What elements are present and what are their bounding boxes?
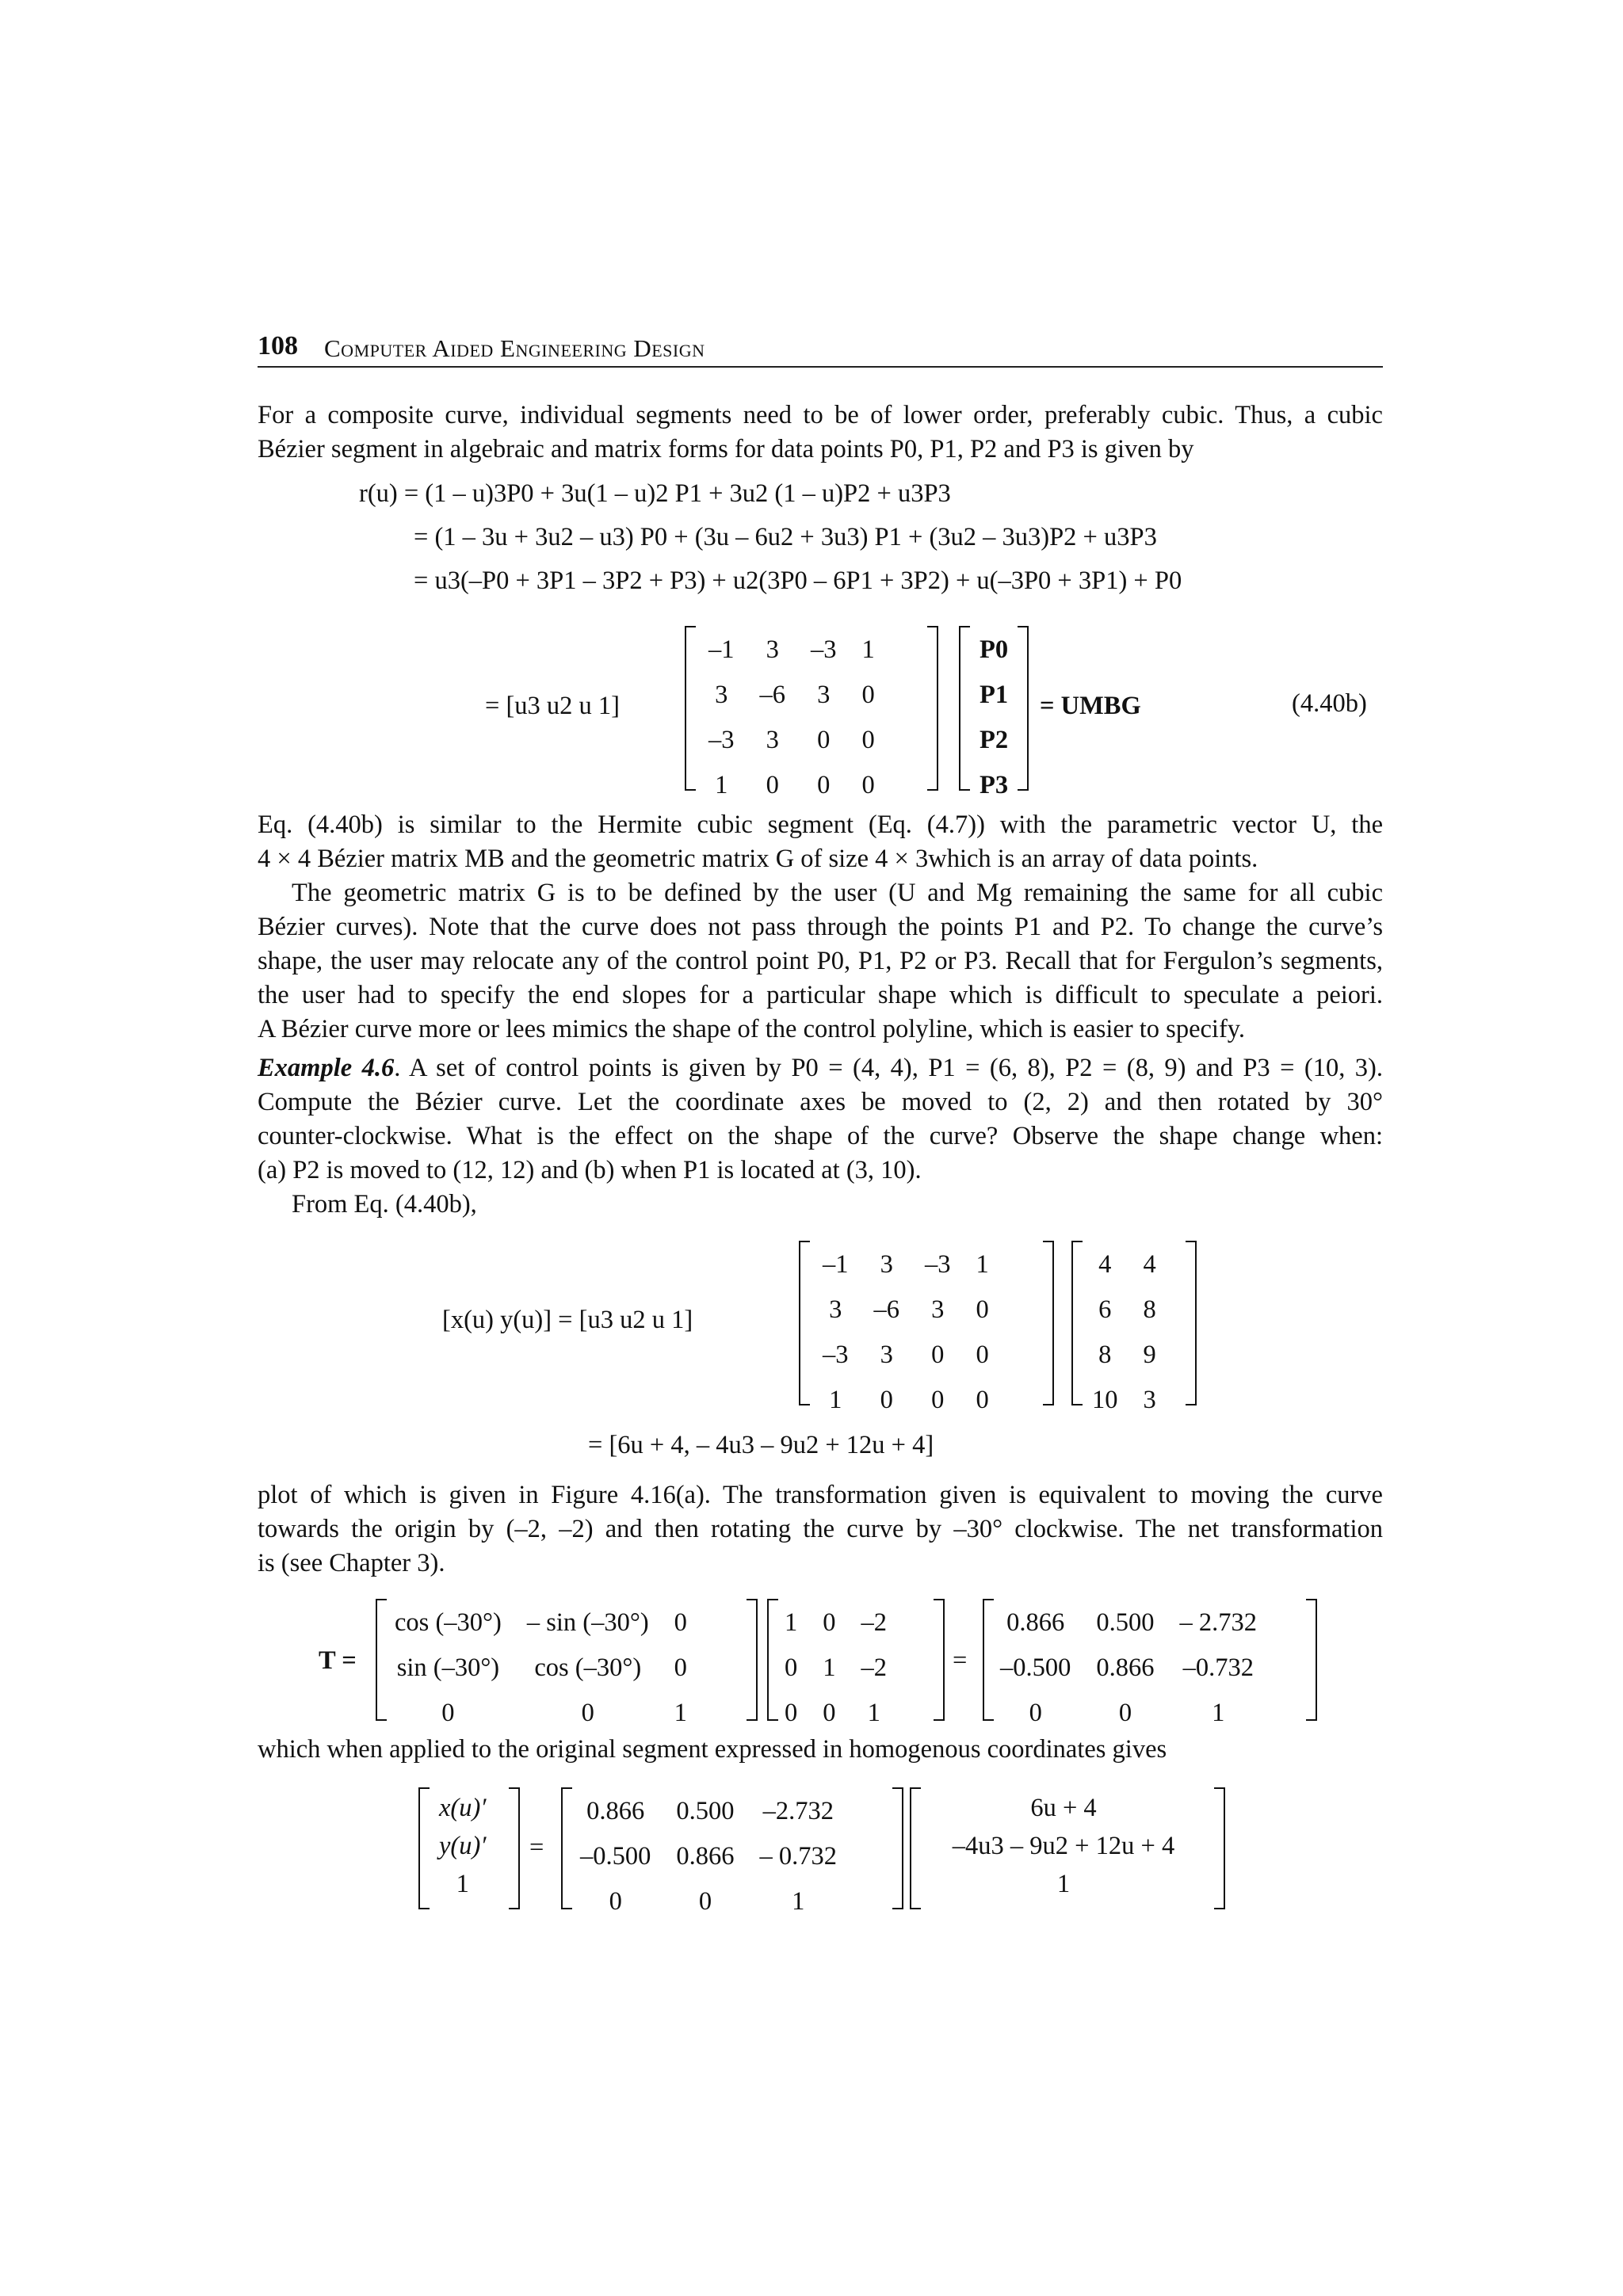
t-equals: = [953,1646,968,1675]
matrix-bracket-right [892,1787,903,1909]
example-title: Example 4.6 [258,1054,395,1082]
text-line: Compute the Bézier curve. Let the coordinate axes be moved to (2, 2) and then rotated by 30° [258,1088,1383,1116]
text-line: From Eq. (4.40b), [292,1190,477,1219]
text-line: towards the origin by (–2, –2) and then rotating the curve by –30° clockwise. The net transformation [258,1515,1383,1543]
example-4-6 [258,1051,1383,1222]
page-number: 108 [258,331,298,360]
text-line: which when applied to the original segment expressed in homogenous coordinates gives [258,1735,1167,1764]
matrix-bracket-right [1043,1241,1054,1405]
equation-line-2: = (1 – 3u + 3u2 – u3) P0 + (3u – 6u2 + 3u3) P1 + (3u2 – 3u3)P2 + u3P3 [414,523,1157,551]
equation-result: = UMBG [1040,692,1141,720]
text-line: Bézier curves). Note that the curve does not pass through the points P1 and P2. To change the curve’s [258,913,1383,941]
text-line: Eq. (4.40b) is similar to the Hermite cubic segment (Eq. (4.7)) with the parametric vector U, the [258,810,1383,839]
rotation-matrix: cos (–30°) – sin (–30°) 0 sin (–30°) cos (–30°) 0 0 0 1 [395,1608,687,1727]
matrix-bracket-right [509,1787,520,1909]
text-line: The geometric matrix G is to be defined by the user (U and Mg remaining the same for all cubic [292,879,1383,907]
translation-matrix: 1 0 –2 0 1 –2 0 0 1 [785,1608,887,1727]
points-vector: P0 P1 P2 P3 [980,635,1009,799]
running-title: Computer Aided Engineering Design [324,334,705,362]
bezier-matrix-example: –1 3 –3 1 3 –6 3 0 –3 3 0 0 1 0 0 0 [823,1250,989,1414]
bezier-matrix: –1 3 –3 1 3 –6 3 0 –3 3 0 0 1 0 0 0 [708,635,875,799]
row-vector: = [u3 u2 u 1] [485,692,620,720]
matrix-bracket-right [1214,1787,1225,1909]
matrix-bracket-right [1186,1241,1197,1405]
homogeneous-curve-vector: 6u + 4 –4u3 – 9u2 + 12u + 4 1 [952,1793,1175,1898]
xy-result: = [6u + 4, – 4u3 – 9u2 + 12u + 4] [588,1431,934,1459]
equation-number: (4.40b) [1292,689,1367,718]
matrix-bracket-right [1018,626,1029,791]
equation-line-3: = u3(–P0 + 3P1 – 3P2 + P3) + u2(3P0 – 6P1 + 3P2) + u(–3P0 + 3P1) + P0 [414,566,1182,595]
text-line: shape, the user may relocate any of the control point P0, P1, P2 or P3. Recall that for Fergulon’s segments, [258,947,1383,975]
xy-lhs: [x(u) y(u)] = [u3 u2 u 1] [442,1306,693,1334]
equation-line-1: r(u) = (1 – u)3P0 + 3u(1 – u)2 P1 + 3u2 (1 – u)P2 + u3P3 [359,479,951,508]
paragraph-intro [258,399,1383,467]
text-line: For a composite curve, individual segments need to be of lower order, preferably cubic. Thus, a cubic [258,401,1383,429]
paragraph-transformation [258,1478,1383,1581]
text-line: the user had to specify the end slopes for a particular shape which is difficult to speculate a peiori. [258,981,1383,1009]
matrix-bracket-left [799,1241,810,1405]
matrix-bracket-right [1306,1599,1317,1721]
final-equals: = [529,1833,544,1862]
running-header [258,331,1383,368]
matrix-bracket-right [934,1599,945,1721]
final-transform-matrix: 0.866 0.500 –2.732 –0.500 0.866 – 0.732 0 0 1 [580,1797,837,1916]
text-line: Bézier segment in algebraic and matrix forms for data points P0, P1, P2 and P3 is given by [258,435,1194,463]
text-line: 4 × 4 Bézier matrix MB and the geometric matrix G of size 4 × 3which is an array of data points. [258,845,1258,873]
net-transform-matrix: 0.866 0.500 – 2.732 –0.500 0.866 –0.732 0 0 1 [1000,1608,1257,1727]
transformed-vector: x(u)′ y(u)′ 1 [439,1793,487,1898]
text-line: is (see Chapter 3). [258,1549,445,1577]
t-lhs: T = [319,1646,357,1675]
text-line: . A set of control points is given by P0 = (4, 4), P1 = (6, 8), P2 = (8, 9) and P3 = (10, 3). [394,1054,1383,1082]
text-line: A Bézier curve more or lees mimics the shape of the control polyline, which is easier to specify. [258,1015,1246,1043]
matrix-bracket-right [927,626,938,791]
paragraph-hermite-comparison [258,808,1383,876]
text-line: counter-clockwise. What is the effect on the shape of the curve? Observe the shape change when: [258,1122,1383,1150]
matrix-bracket-left [685,626,696,791]
matrix-bracket-right [747,1599,758,1721]
control-points-matrix: 4 4 6 8 8 9 10 3 [1092,1250,1156,1414]
paragraph-homogenous [258,1733,1383,1767]
text-line: (a) P2 is moved to (12, 12) and (b) when P1 is located at (3, 10). [258,1156,922,1184]
paragraph-geometric-matrix [258,876,1383,1047]
text-line: plot of which is given in Figure 4.16(a). The transformation given is equivalent to moving the curve [258,1481,1383,1509]
